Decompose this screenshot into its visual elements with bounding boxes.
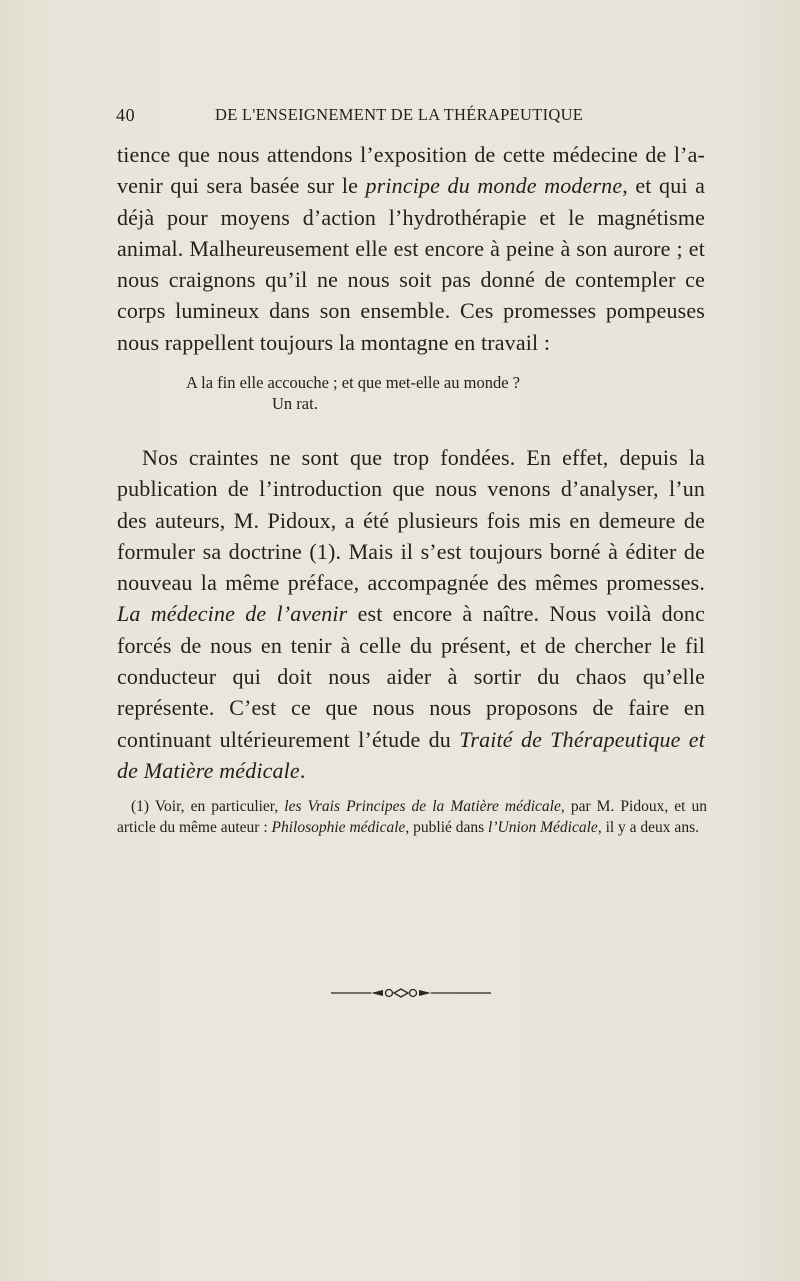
footnote-italic-c: l’Union Médicale	[488, 818, 598, 836]
footnote-text-c: , publié dans	[405, 818, 489, 836]
footnote-italic-b: Philosophie médicale	[271, 818, 406, 836]
paragraph-2-text-a: Nos craintes ne sont que trop fondées. En effet, depuis la publication de l’introduction que nous venons d’analyser, l’un des auteurs, M. Pidoux, a été plusieurs fois mis en demeure de formuler sa doctrine (1). Mais il s’est toujours borné à éditer de nouveau la même préface, accompagnée des mêmes promesses.	[117, 445, 705, 596]
paragraph-1-text-b: , et qui a déjà pour moyens d’action l’hydrothérapie et le magnétisme animal. Malheureusement elle est encore à peine à son aurore ; et nous craignons qu’il ne nous soit pas donné de contempler ce corps lumineux dans son ensemble. Ces promesses pompeuses nous rappellent toujours la montagne en travail :	[117, 173, 705, 355]
footnote-text-b: , par M. Pidoux, et un article du même auteur :	[117, 798, 708, 836]
footnote-text-d: , il y a deux ans.	[597, 818, 699, 836]
footnote-marker: (1)	[131, 798, 150, 815]
quote-line-2: Un rat.	[272, 394, 318, 413]
paragraph-2-text-b: est encore à naître. Nous voilà donc forcés de nous en tenir à celle du présent, et de chercher le fil conducteur qui doit nous aider à sortir du chaos qu’elle représente. C’est ce que nous nous proposons de faire en continuant ultérieurement l’étude du	[117, 601, 705, 752]
verse-quote	[186, 372, 520, 414]
paragraph-2	[117, 442, 705, 786]
page-number: 40	[116, 105, 136, 125]
running-head: DE L'ENSEIGNEMENT DE LA THÉRAPEUTIQUE	[215, 105, 584, 124]
footnote-text-a: Voir, en particulier,	[149, 798, 285, 815]
quote-line-1: A la fin elle accouche ; et que met-elle au monde ?	[186, 373, 520, 392]
footnote	[117, 797, 707, 838]
paragraph-1	[117, 139, 705, 358]
paragraph-2-italic-a: La médecine de l’avenir	[117, 601, 348, 627]
page-header	[113, 101, 625, 127]
paragraph-2-italic-b: Traité de Thérapeutique et de Matière médicale	[117, 726, 705, 783]
paragraph-1-italic: principe du monde moderne	[365, 173, 623, 199]
ornament-divider-icon	[331, 985, 491, 1001]
footnote-italic-a: les Vrais Principes de la Matière médicale	[284, 798, 561, 815]
paragraph-2-text-c: .	[299, 757, 306, 783]
paragraph-1-text-a: tience que nous attendons l’exposition de cette médecine de l’a-venir qui sera basée sur le	[117, 142, 705, 199]
